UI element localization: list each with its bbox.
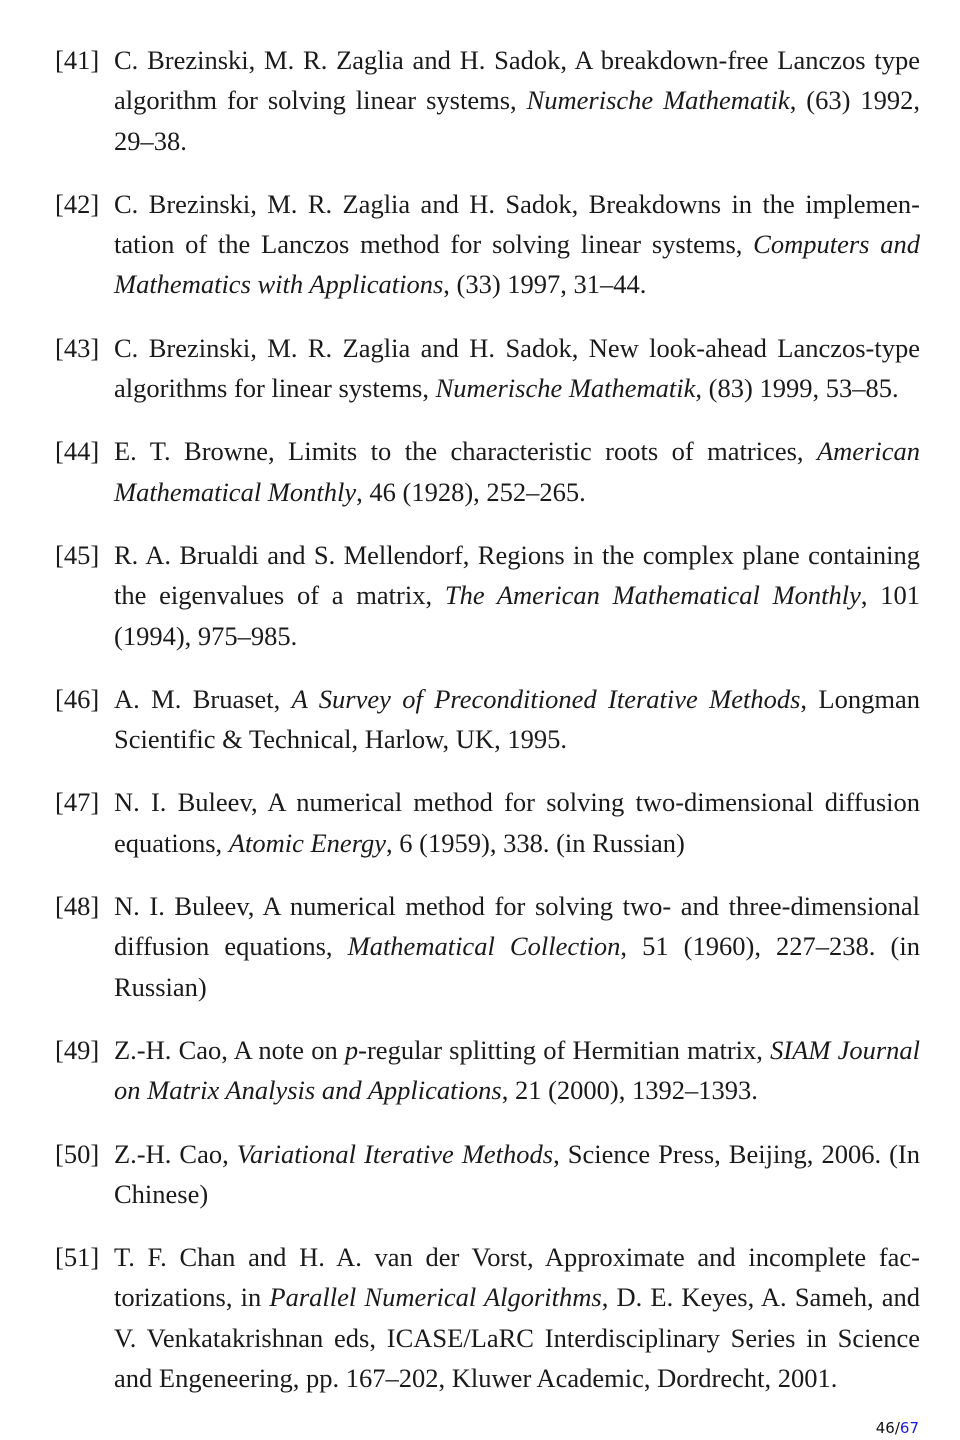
- reference-item: [46] A. M. Bruaset, A Survey of Preconditioned Iterative Methods, Longman Scientific & Technical, Harlow, UK, 1995.: [0, 679, 920, 760]
- reference-number: [50]: [55, 1138, 100, 1169]
- reference-item: [43] C. Brezinski, M. R. Zaglia and H. Sadok, New look-ahead Lanczos-type algorithms for linear systems, Numerische Mathematik, (83) 1999, 53–85.: [0, 328, 920, 409]
- reference-number: [44]: [55, 436, 100, 467]
- page-counter: [876, 1419, 919, 1437]
- reference-item: [41] C. Brezinski, M. R. Zaglia and H. Sadok, A breakdown-free Lanczos type algorithm for solving linear systems, Numerische Mathematik, (63) 1992, 29–38.: [0, 40, 920, 161]
- journal-title: Mathematical Collection: [347, 931, 621, 962]
- reference-number: [49]: [55, 1034, 100, 1065]
- math-variable: p: [344, 1034, 359, 1065]
- reference-number: [45]: [55, 539, 100, 570]
- reference-item: [47] N. I. Buleev, A numerical method for solving two-dimensional diffusion equations, Atomic Energy, 6 (1959), 338. (in Russian): [0, 782, 920, 863]
- journal-title: Numerische Mathematik: [526, 85, 790, 116]
- journal-title: Numerische Mathematik: [435, 373, 696, 404]
- reference-number: [47]: [55, 787, 100, 818]
- reference-item: [51] T. F. Chan and H. A. van der Vorst, Approximate and incomplete factorizations, in Parallel Numerical Algorithms, D. E. Keyes, A. Sameh, and V. Venkatakrishnan eds, ICASE/LaRC Interdisciplinary Series in Science and Engeneering, pp. 167–202, Kluwer Academic, Dordrecht, 2001.: [0, 1237, 920, 1398]
- reference-item: [49] Z.-H. Cao, A note on p-regular splitting of Hermitian matrix, SIAM Journal on Matrix Analysis and Applications, 21 (2000), 1392–1393.: [0, 1030, 920, 1111]
- reference-item: [48] N. I. Buleev, A numerical method for solving two- and three-dimensional diffusion equations, Mathematical Collection, 51 (1960), 227–238. (in Russian): [0, 886, 920, 1007]
- journal-title: SIAM Journal on Matrix Analysis and Applications: [114, 1034, 921, 1106]
- reference-number: [46]: [55, 683, 100, 714]
- book-title: Parallel Numerical Algorithms: [269, 1282, 602, 1313]
- page-separator: /: [894, 1419, 900, 1437]
- reference-number: [43]: [55, 332, 100, 363]
- reference-item: [50] Z.-H. Cao, Variational Iterative Methods, Science Press, Beijing, 2006. (In Chinese): [0, 1134, 920, 1215]
- reference-item: [45] R. A. Brualdi and S. Mellendorf, Regions in the complex plane containing the eigenvalues of a matrix, The American Mathematical Monthly, 101 (1994), 975–985.: [0, 535, 920, 656]
- current-page: 46: [875, 1419, 895, 1437]
- book-title: A Survey of Preconditioned Iterative Methods: [291, 683, 801, 714]
- reference-number: [42]: [55, 188, 100, 219]
- reference-item: [44] E. T. Browne, Limits to the characteristic roots of matrices, American Mathematical Monthly, 46 (1928), 252–265.: [0, 431, 920, 512]
- reference-number: [48]: [55, 891, 100, 922]
- reference-number: [51]: [55, 1242, 100, 1273]
- journal-title: The American Mathematical Monthly: [444, 580, 861, 611]
- book-title: Variational Iterative Methods: [236, 1138, 554, 1169]
- reference-item: [42] C. Brezinski, M. R. Zaglia and H. Sadok, Breakdowns in the implementation of the Lanczos method for solving linear systems, Computers and Mathematics with Applications, (33) 1997, 31–44.: [0, 184, 920, 305]
- total-pages-link[interactable]: 67: [899, 1419, 919, 1437]
- journal-title: American Mathematical Monthly: [114, 436, 920, 507]
- reference-number: [41]: [55, 45, 100, 75]
- journal-title: Computers and Mathematics with Applications: [114, 229, 920, 300]
- journal-title: Atomic Energy: [228, 827, 387, 858]
- reference-list: [0, 40, 960, 1421]
